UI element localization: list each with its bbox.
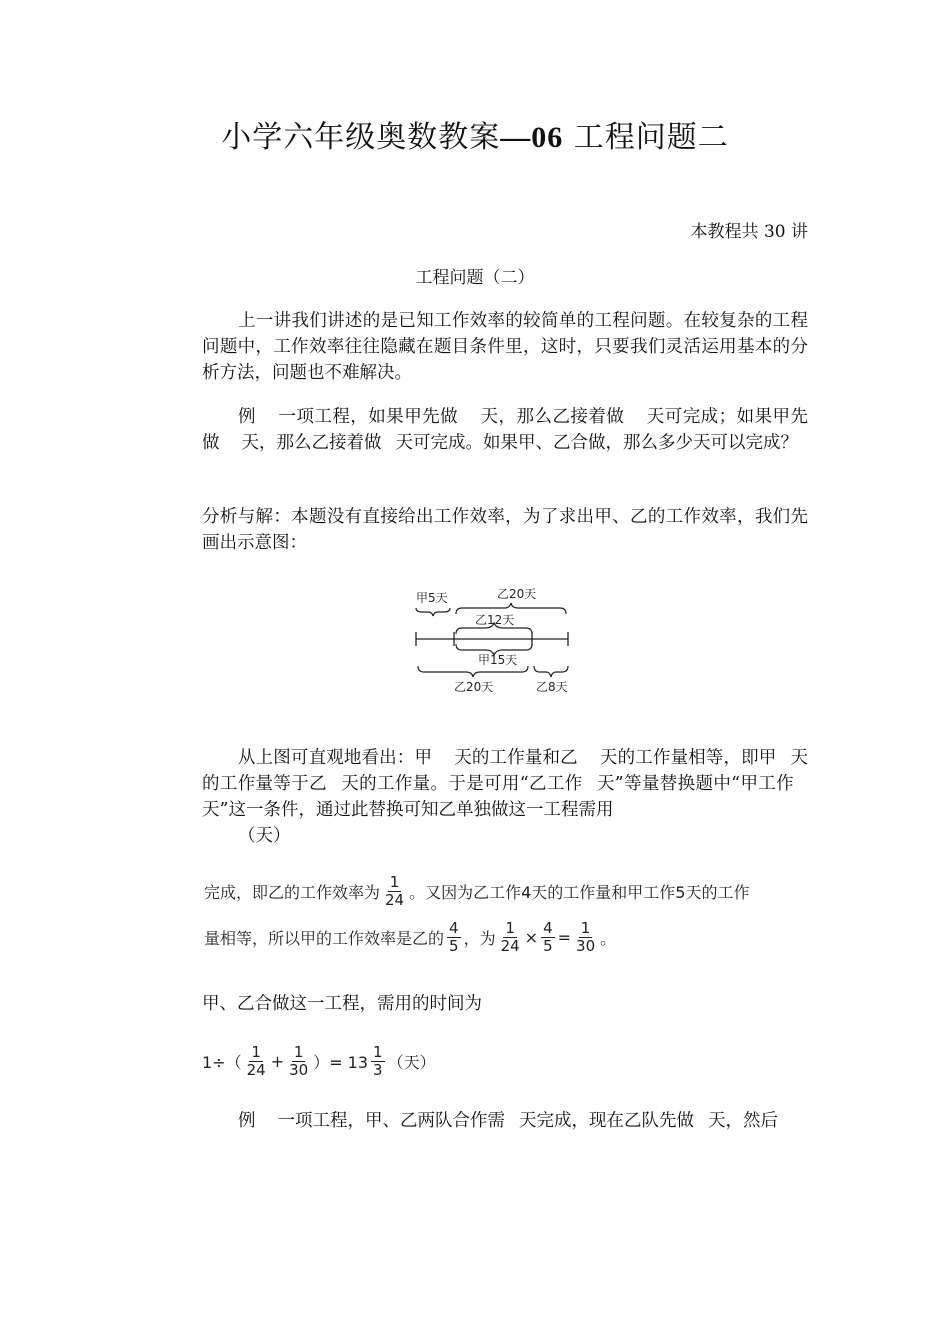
fraction-4-5-b: $\frac{4}{5}$ (543, 918, 553, 955)
fraction-4-5: $\frac{4}{5}$ (449, 918, 459, 955)
label-b20-top: 乙20天 (497, 587, 537, 601)
course-info: 本教程共 30 讲 (690, 222, 808, 242)
section-subtitle: 工程问题（二） (415, 268, 535, 288)
fraction-1-30: $\frac{1}{30}$ (576, 918, 596, 955)
formula-line: 1÷（ $\frac{1}{24}$ + $\frac{1}{30}$ ）= 13 $\frac{1}{3}$ （天） (202, 1042, 436, 1079)
fraction-1-24-b: $\frac{1}{24}$ (500, 918, 520, 955)
work-diagram (400, 578, 585, 703)
fraction-1-30-b: $\frac{1}{30}$ (289, 1042, 309, 1079)
observation-paragraph: 从上图可直观地看出：甲 天的工作量和乙 天的工作量相等，即甲 天的工作量等于乙 天的工作量。于是可用“乙工作 天”等量替换题中“甲工作天”这一条件，通过此替换可知乙单独做这一工程需用 （天） (202, 748, 809, 846)
combined-work-text: 甲、乙合做这一工程，需用的时间为 (202, 994, 482, 1014)
page-title: 小学六年级奥数教案—06 工程问题二 (221, 120, 729, 155)
fraction-1-3: $\frac{1}{3}$ (373, 1042, 383, 1079)
brace-b8 (534, 666, 568, 677)
fraction-1-24-c: $\frac{1}{24}$ (246, 1042, 266, 1079)
solution-line1: 完成，即乙的工作效率为 $\frac{1}{24}$ 。又因为乙工作4天的工作量和甲工作5天的工作 (204, 872, 750, 909)
example2-paragraph: 例 一项工程，甲、乙两队合作需 天完成，现在乙队先做 天，然后 (238, 1111, 778, 1131)
label-a5: 甲5天 (416, 591, 448, 605)
example1-paragraph: 例 一项工程，如果甲先做 天，那么乙接着做 天可完成；如果甲先做 天，那么乙接着做 天可完成。如果甲、乙合做，那么多少天可以完成？ (202, 407, 809, 453)
label-b12: 乙12天 (475, 613, 515, 627)
label-b8: 乙8天 (536, 680, 568, 694)
solution-line2: 量相等，所以甲的工作效率是乙的 $\frac{4}{5}$ ，为 $\frac{1}{24}$ × $\frac{4}{5}$ = $\frac{1}{30}$ 。 (204, 918, 617, 955)
brace-a5 (416, 608, 450, 616)
label-a15: 甲15天 (478, 653, 518, 667)
fraction-1-24: $\frac{1}{24}$ (385, 872, 405, 909)
analysis-paragraph: 分析与解：本题没有直接给出工作效率，为了求出甲、乙的工作效率，我们先画出示意图： (202, 507, 808, 553)
intro-paragraph: 上一讲我们讲述的是已知工作效率的较简单的工程问题。在较复杂的工程问题中，工作效率往往隐藏在题目条件里，这时，只要我们灵活运用基本的分析方法，问题也不难解决。 (202, 311, 808, 383)
brace-b20-bottom (418, 666, 528, 677)
label-b20-bottom: 乙20天 (454, 680, 494, 694)
